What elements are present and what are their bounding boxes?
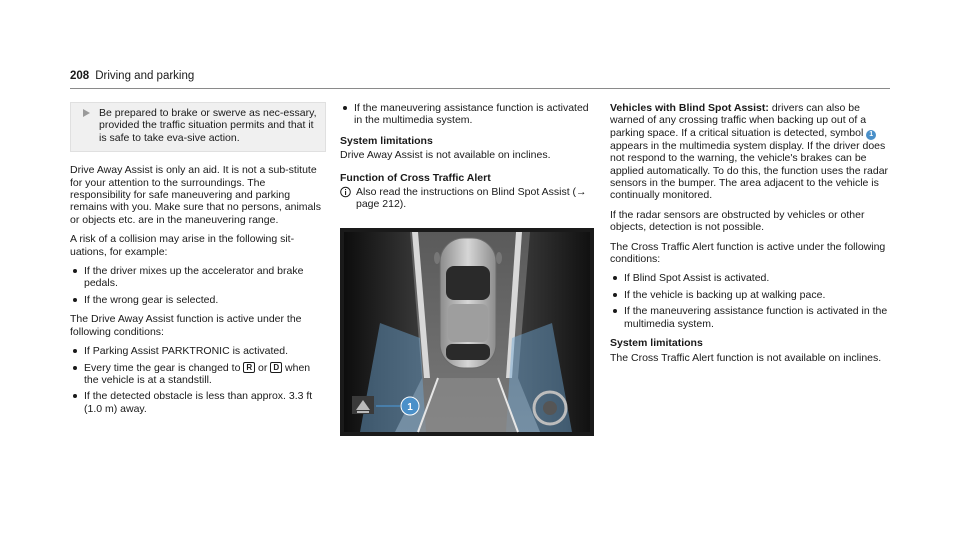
conditions-list	[70, 345, 326, 415]
blind-spot-heading: Vehicles with Blind Spot Assist:	[610, 102, 769, 114]
bullet-dot-icon	[73, 394, 77, 398]
list-item: If Blind Spot Assist is activated.	[610, 272, 890, 284]
list-item: If the driver mixes up the accelerator and brake pedals.	[70, 265, 326, 290]
info-note	[340, 186, 594, 211]
adjacent-car-hub	[543, 401, 557, 415]
page-number: 208	[70, 70, 90, 82]
list-item: If Parking Assist PARKTRONIC is activated.	[70, 345, 326, 357]
column-right	[610, 102, 890, 371]
car-top-view	[434, 238, 502, 368]
list-item: If the maneuvering assistance function is activated in the multimedia system.	[340, 102, 594, 127]
page-header	[70, 70, 890, 90]
bullet-dot-icon	[613, 276, 617, 280]
callout-label: 1	[407, 402, 413, 413]
cross-traffic-symbol-icon	[352, 396, 374, 414]
system-limitations-heading: System limitations	[340, 134, 433, 147]
bullet-dot-icon	[73, 366, 77, 370]
paragraph-blind-spot: Vehicles with Blind Spot Assist: drivers can also be warned of any crossing traffic when backing up out of a parking space. If a critical situation is detected, symbol 1 appears in the multimedia system display. If the driver does not respond to the warning, the vehicle's brakes can be applied automatically. To do this, the function uses the radar sensors in the bumper. The area adjacent to the vehicle is continually monitored.	[610, 102, 889, 202]
cross-traffic-alert-figure	[340, 228, 594, 436]
triangle-bullet-icon	[83, 109, 90, 117]
system-limitations-text-2: The Cross Traffic Alert function is not available on inclines.	[610, 351, 882, 364]
list-item: If the wrong gear is selected.	[70, 294, 326, 306]
bullet-dot-icon	[613, 309, 617, 313]
info-icon	[340, 186, 351, 198]
bullet-dot-icon	[613, 293, 617, 297]
bullet-dot-icon	[73, 349, 77, 353]
paragraph-cta-conditions: The Cross Traffic Alert function is active under the following conditions:	[610, 240, 886, 266]
symbol-1-badge: 1	[866, 130, 876, 140]
cta-conditions-list	[610, 272, 890, 330]
list-item: If the detected obstacle is less than approx. 3.3 ft (1.0 m) away.	[70, 390, 326, 415]
maneuvering-list	[340, 102, 594, 127]
bullet-dot-icon	[343, 106, 347, 110]
column-middle	[340, 102, 594, 218]
paragraph-aid: Drive Away Assist is only an aid. It is not a sub-stitute for your attention to the surroundings. The responsibility for safe maneuvering and parking remains with you. Make sure that no persons, animals or objects etc. are in the maneuvering range.	[70, 164, 321, 226]
column-left	[70, 102, 326, 422]
warning-note-box	[70, 102, 326, 152]
warning-note-text: Be prepared to brake or swerve as nec-essary, provided the traffic situation permits and that it is safe to take eva-sive action.	[99, 107, 317, 144]
bullet-dot-icon	[73, 298, 77, 302]
gear-d-key-icon: D	[270, 362, 282, 373]
list-item: Every time the gear is changed to R or D when the vehicle is at a standstill.	[70, 362, 326, 387]
paragraph-conditions: The Drive Away Assist function is active under the following conditions:	[70, 313, 302, 338]
gear-r-key-icon: R	[243, 362, 255, 373]
system-limitations-text: Drive Away Assist is not available on inclines.	[340, 149, 551, 162]
header-divider	[70, 88, 890, 89]
paragraph-risk: A risk of a collision may arise in the following sit-uations, for example:	[70, 233, 295, 258]
bullet-dot-icon	[73, 269, 77, 273]
paragraph-radar: If the radar sensors are obstructed by vehicles or other objects, detection is not possible.	[610, 208, 865, 234]
risk-list	[70, 265, 326, 306]
list-item: If the maneuvering assistance function is activated in the multimedia system.	[610, 305, 890, 330]
section-title: Driving and parking	[95, 70, 195, 82]
cross-traffic-alert-heading: Function of Cross Traffic Alert	[340, 171, 491, 184]
list-item: If the vehicle is backing up at walking pace.	[610, 289, 890, 301]
system-limitations-heading-2: System limitations	[610, 337, 703, 350]
info-note-text: Also read the instructions on Blind Spot Assist (→ page 212).	[356, 186, 587, 211]
